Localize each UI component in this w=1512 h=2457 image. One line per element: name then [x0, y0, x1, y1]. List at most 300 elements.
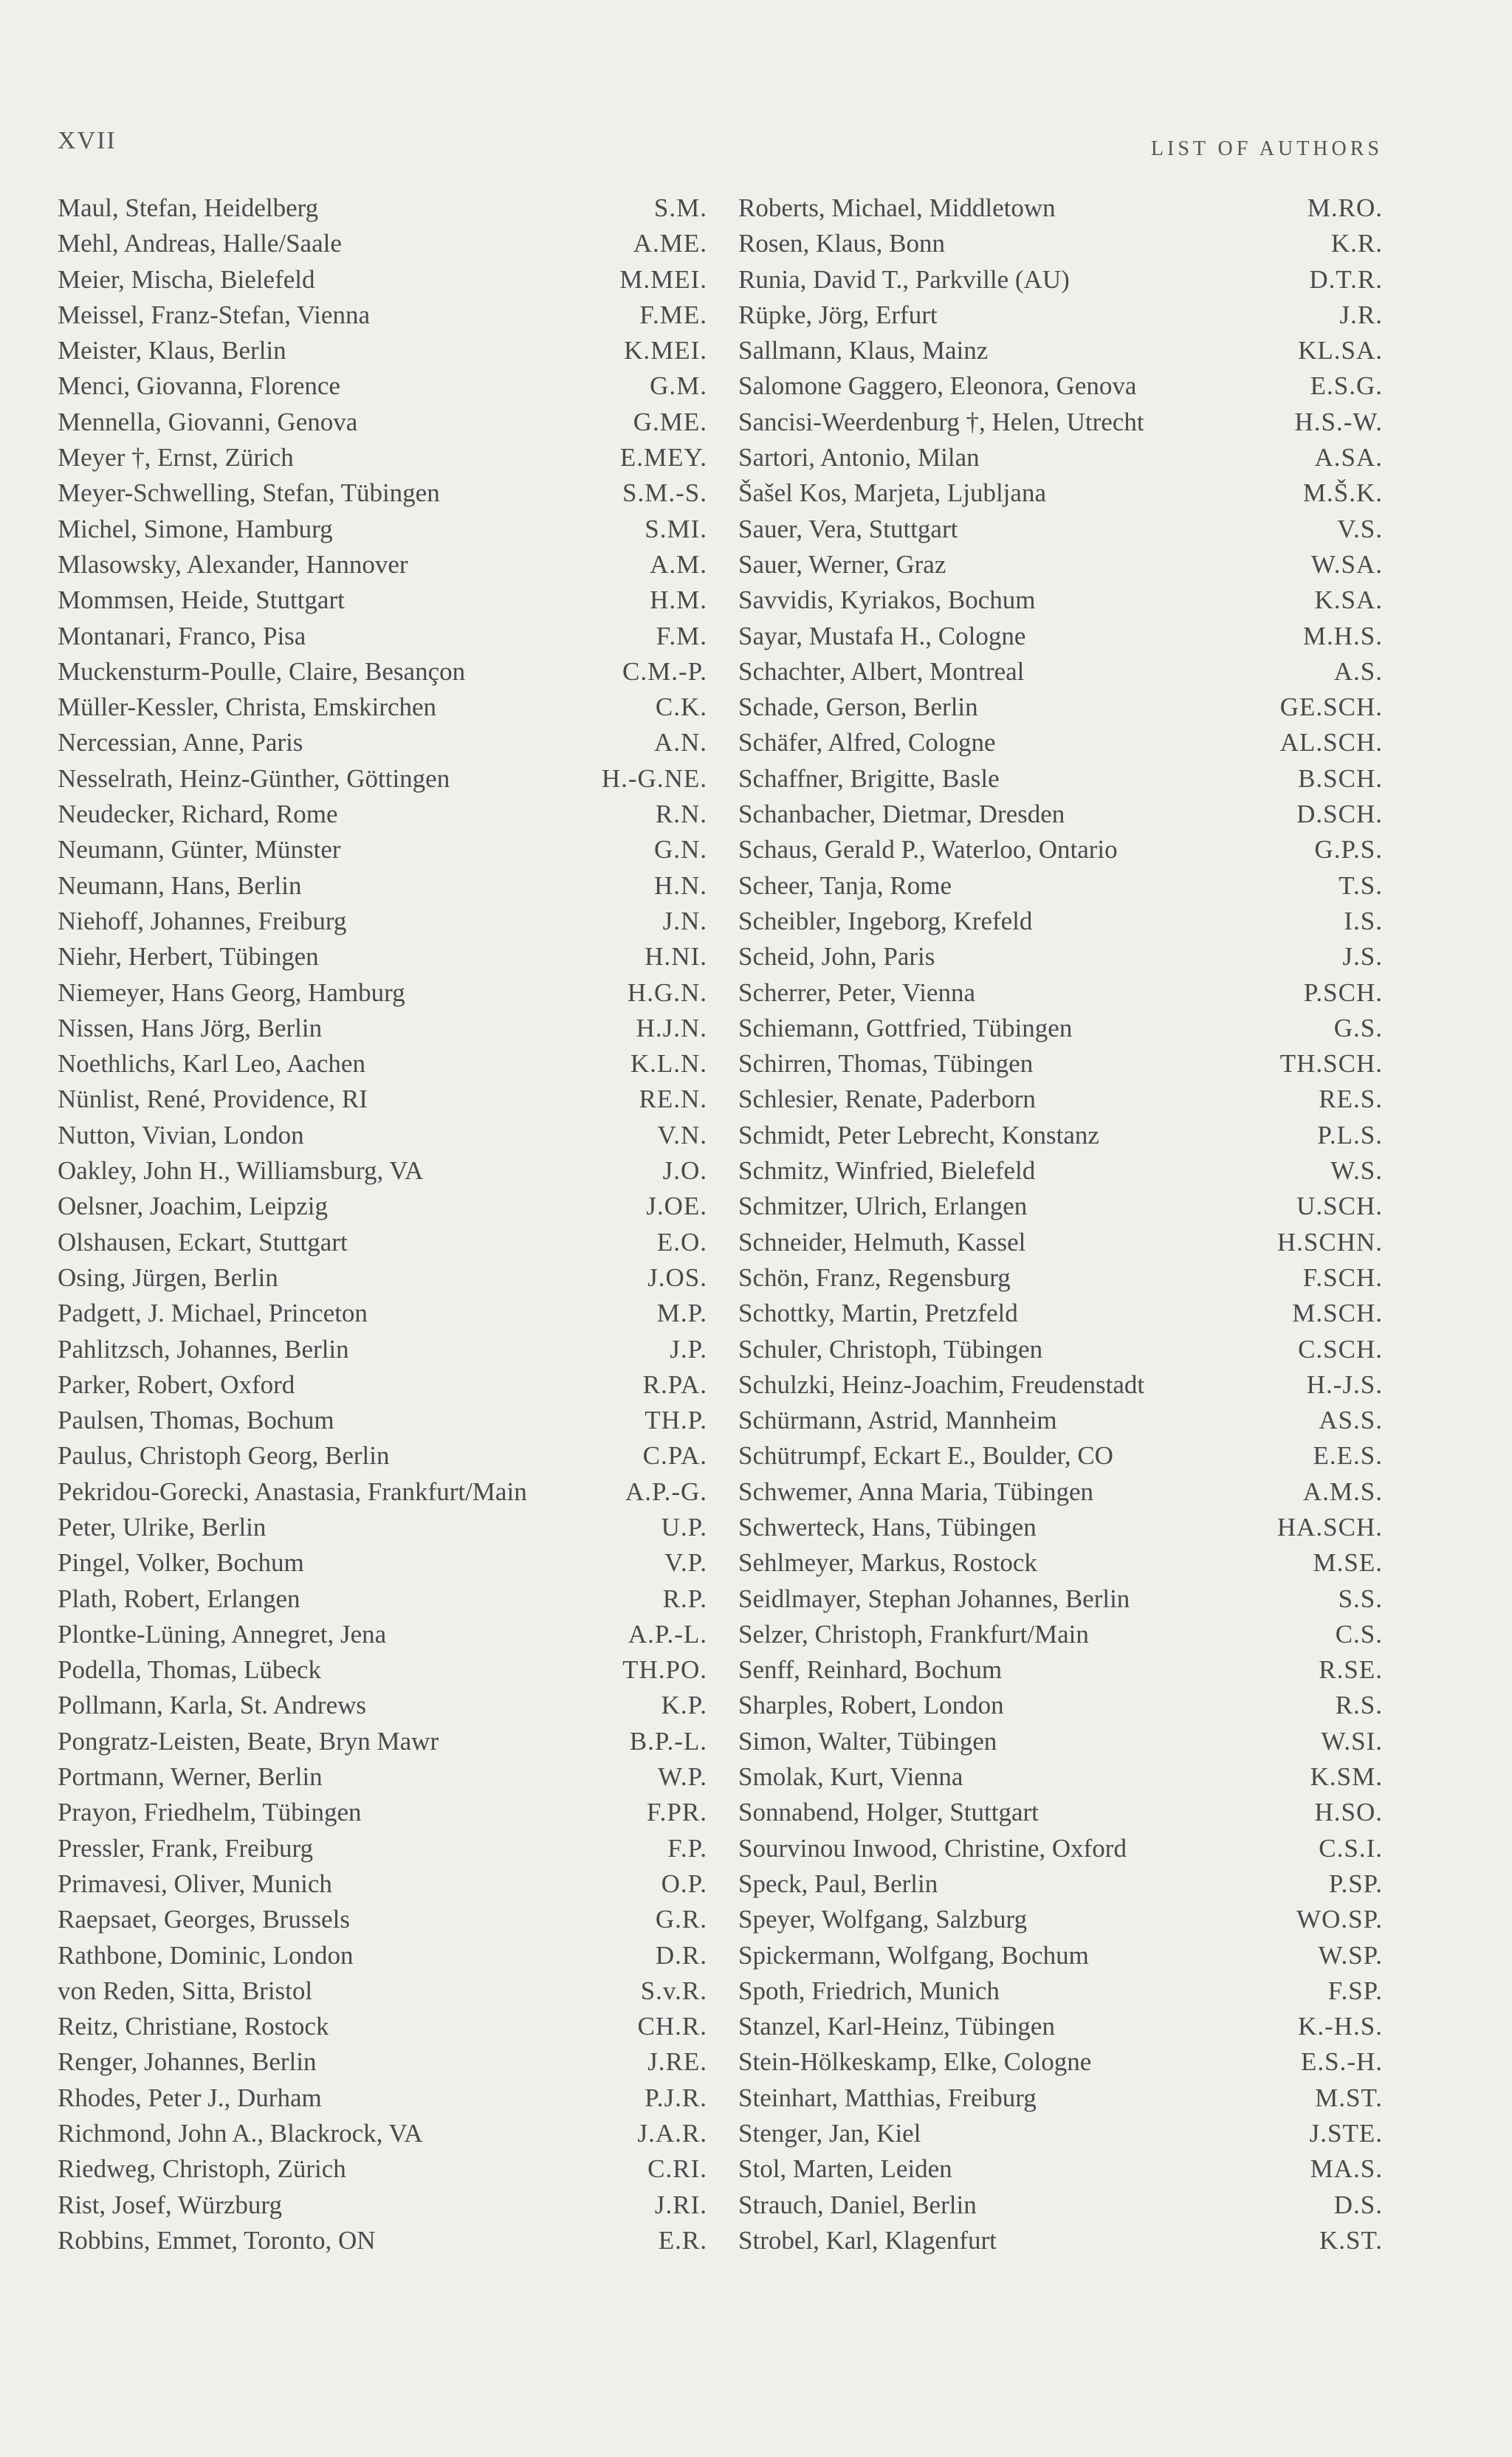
author-name: Nesselrath, Heinz-Günther, Göttingen: [58, 763, 450, 793]
author-entry: [738, 1085, 1383, 1120]
author-entry: [738, 1406, 1383, 1441]
author-abbreviation: TH.SCH.: [1279, 1049, 1383, 1079]
author-name: Neumann, Hans, Berlin: [58, 870, 302, 900]
author-abbreviation: P.SP.: [1328, 1869, 1383, 1898]
author-abbreviation: M.SCH.: [1292, 1299, 1383, 1328]
author-entry: [58, 2190, 707, 2226]
author-name: Schwemer, Anna Maria, Tübingen: [738, 1477, 1094, 1506]
author-entry: [58, 764, 707, 800]
author-abbreviation: C.M.-P.: [622, 656, 707, 686]
author-abbreviation: B.P.-L.: [629, 1726, 707, 1756]
author-abbreviation: U.P.: [661, 1512, 707, 1542]
author-abbreviation: E.MEY.: [619, 443, 707, 472]
author-abbreviation: P.L.S.: [1317, 1120, 1383, 1150]
author-abbreviation: O.P.: [661, 1869, 707, 1898]
author-abbreviation: J.R.: [1339, 300, 1383, 329]
author-entry: [58, 871, 707, 907]
author-entry: [738, 764, 1383, 800]
author-abbreviation: G.R.: [655, 1905, 707, 1934]
author-abbreviation: CH.R.: [637, 2012, 707, 2041]
author-entry: [738, 1477, 1383, 1513]
author-abbreviation: K.P.: [661, 1691, 707, 1720]
author-abbreviation: H.J.N.: [636, 1013, 707, 1042]
author-entry: [58, 1263, 707, 1299]
author-name: Rhodes, Peter J., Durham: [58, 2083, 322, 2112]
author-entry: [738, 2047, 1383, 2083]
author-abbreviation: A.SA.: [1314, 443, 1383, 472]
author-abbreviation: R.PA.: [642, 1370, 707, 1399]
author-entry: [738, 2083, 1383, 2119]
author-name: Nercessian, Anne, Paris: [58, 728, 303, 757]
author-abbreviation: E.E.S.: [1313, 1441, 1383, 1471]
author-entry: [58, 1085, 707, 1120]
author-entry: [58, 693, 707, 728]
author-entry: [58, 1370, 707, 1406]
author-entry: [58, 2226, 707, 2261]
author-name: Salomone Gaggero, Eleonora, Genova: [738, 371, 1137, 401]
author-abbreviation: K.SM.: [1310, 1762, 1383, 1792]
author-name: Nutton, Vivian, London: [58, 1120, 304, 1150]
author-name: Pahlitzsch, Johannes, Berlin: [58, 1334, 349, 1364]
author-abbreviation: J.RI.: [654, 2190, 707, 2219]
author-entry: [58, 1976, 707, 2012]
author-abbreviation: AL.SCH.: [1279, 728, 1383, 757]
author-entry: [58, 1192, 707, 1227]
author-entry: [738, 1941, 1383, 1976]
author-abbreviation: H.NI.: [645, 942, 707, 972]
author-name: Stol, Marten, Leiden: [738, 2154, 952, 2184]
author-abbreviation: C.RI.: [647, 2154, 707, 2184]
author-name: Oakley, John H., Williamsburg, VA: [58, 1156, 424, 1186]
author-name: Savvidis, Kyriakos, Bochum: [738, 585, 1036, 615]
author-abbreviation: A.P.-G.: [625, 1477, 707, 1506]
author-name: Pongratz-Leisten, Beate, Bryn Mawr: [58, 1726, 439, 1756]
author-name: Sauer, Werner, Graz: [738, 549, 946, 579]
author-abbreviation: C.K.: [655, 693, 707, 722]
author-entry: [58, 1691, 707, 1726]
author-entry: [58, 1441, 707, 1477]
author-name: Steinhart, Matthias, Freiburg: [738, 2083, 1037, 2112]
author-entry: [58, 1869, 707, 1905]
author-abbreviation: S.MI.: [645, 514, 707, 543]
author-abbreviation: C.PA.: [642, 1441, 707, 1471]
author-entry: [738, 942, 1383, 977]
author-abbreviation: E.R.: [658, 2225, 707, 2255]
author-abbreviation: F.SP.: [1327, 1976, 1383, 2005]
author-name: Schaus, Gerald P., Waterloo, Ontario: [738, 835, 1118, 865]
author-name: Schmidt, Peter Lebrecht, Konstanz: [738, 1120, 1099, 1150]
author-entry: [58, 2119, 707, 2154]
author-name: Robbins, Emmet, Toronto, ON: [58, 2225, 376, 2255]
author-abbreviation: A.ME.: [633, 229, 707, 258]
author-entry: [738, 728, 1383, 763]
author-abbreviation: H.SCHN.: [1276, 1227, 1383, 1257]
author-abbreviation: GE.SCH.: [1279, 693, 1383, 722]
author-entry: [58, 300, 707, 336]
author-name: Schulzki, Heinz-Joachim, Freudenstadt: [738, 1370, 1145, 1399]
author-name: Portmann, Werner, Berlin: [58, 1762, 323, 1792]
author-name: Senff, Reinhard, Bochum: [738, 1655, 1003, 1685]
author-entry: [738, 978, 1383, 1014]
author-entry: [738, 1834, 1383, 1869]
author-name: Strobel, Karl, Klagenfurt: [738, 2225, 997, 2255]
author-entry: [58, 1406, 707, 1441]
author-abbreviation: E.S.G.: [1310, 371, 1383, 401]
author-entry: [738, 265, 1383, 300]
author-name: Scheid, John, Paris: [738, 942, 935, 972]
author-abbreviation: M.Š.K.: [1302, 478, 1383, 508]
author-entry: [58, 1299, 707, 1334]
author-entry: [58, 443, 707, 478]
author-entry: [738, 300, 1383, 336]
author-name: Spickermann, Wolfgang, Bochum: [738, 1940, 1089, 1970]
author-entry: [58, 1156, 707, 1192]
author-abbreviation: K.ST.: [1319, 2225, 1383, 2255]
author-abbreviation: WO.SP.: [1296, 1905, 1383, 1934]
author-name: Pekridou-Gorecki, Anastasia, Frankfurt/Main: [58, 1477, 527, 1506]
author-abbreviation: T.S.: [1339, 870, 1383, 900]
author-abbreviation: W.SP.: [1318, 1940, 1383, 1970]
author-entry: [738, 1156, 1383, 1192]
author-name: von Reden, Sitta, Bristol: [58, 1976, 313, 2005]
author-name: Muckensturm-Poulle, Claire, Besançon: [58, 656, 466, 686]
author-name: Nissen, Hans Jörg, Berlin: [58, 1013, 323, 1042]
author-name: Schanbacher, Dietmar, Dresden: [738, 800, 1065, 829]
author-abbreviation: J.STE.: [1309, 2119, 1383, 2148]
author-abbreviation: D.SCH.: [1296, 800, 1383, 829]
author-abbreviation: G.S.: [1333, 1013, 1383, 1042]
author-entry: [738, 371, 1383, 407]
author-name: Paulsen, Thomas, Bochum: [58, 1406, 334, 1435]
author-abbreviation: J.OE.: [646, 1192, 707, 1221]
author-name: Niehr, Herbert, Tübingen: [58, 942, 319, 972]
author-name: Mlasowsky, Alexander, Hannover: [58, 549, 408, 579]
author-abbreviation: G.ME.: [633, 407, 707, 436]
author-abbreviation: S.M.: [653, 193, 707, 222]
author-abbreviation: W.SI.: [1321, 1726, 1383, 1756]
running-head: LIST OF AUTHORS: [1150, 137, 1383, 160]
author-entry: [738, 2226, 1383, 2261]
author-name: Renger, Johannes, Berlin: [58, 2047, 317, 2077]
author-entry: [738, 693, 1383, 728]
author-entry: [58, 1655, 707, 1691]
author-name: Nünlist, René, Providence, RI: [58, 1085, 368, 1114]
author-abbreviation: E.S.-H.: [1300, 2047, 1383, 2077]
author-name: Rist, Josef, Würzburg: [58, 2190, 282, 2219]
author-name: Menci, Giovanna, Florence: [58, 371, 340, 401]
author-abbreviation: H.S.-W.: [1294, 407, 1383, 436]
author-abbreviation: TH.P.: [645, 1406, 707, 1435]
author-abbreviation: S.M.-S.: [622, 478, 707, 508]
author-entry: [738, 193, 1383, 229]
author-entry: [738, 2190, 1383, 2226]
author-abbreviation: AS.S.: [1319, 1406, 1383, 1435]
author-name: Montanari, Franco, Pisa: [58, 621, 306, 650]
author-name: Seidlmayer, Stephan Johannes, Berlin: [738, 1584, 1130, 1613]
author-name: Smolak, Kurt, Vienna: [738, 1762, 963, 1792]
author-abbreviation: R.SE.: [1319, 1655, 1383, 1685]
author-abbreviation: C.S.I.: [1319, 1833, 1383, 1863]
author-abbreviation: M.P.: [656, 1299, 707, 1328]
author-name: Schmitz, Winfried, Bielefeld: [738, 1156, 1036, 1186]
author-abbreviation: F.ME.: [639, 300, 707, 329]
author-entry: [738, 2154, 1383, 2190]
author-abbreviation: I.S.: [1344, 906, 1383, 935]
author-abbreviation: C.SCH.: [1298, 1334, 1383, 1364]
author-name: Olshausen, Eckart, Stuttgart: [58, 1227, 348, 1257]
author-abbreviation: M.SE.: [1313, 1548, 1383, 1578]
author-entry: [58, 800, 707, 835]
author-entry: [738, 1192, 1383, 1227]
author-name: Speyer, Wolfgang, Salzburg: [738, 1905, 1028, 1934]
author-name: Stenger, Jan, Kiel: [738, 2119, 921, 2148]
author-abbreviation: D.R.: [655, 1940, 707, 1970]
author-entry: [58, 1121, 707, 1156]
author-name: Mommsen, Heide, Stuttgart: [58, 585, 345, 615]
author-entry: [738, 336, 1383, 371]
author-abbreviation: H.-J.S.: [1306, 1370, 1383, 1399]
author-abbreviation: J.A.R.: [637, 2119, 707, 2148]
author-entry: [58, 1014, 707, 1049]
author-entry: [58, 1798, 707, 1833]
author-entry: [738, 800, 1383, 835]
author-name: Noethlichs, Karl Leo, Aachen: [58, 1049, 365, 1079]
author-abbreviation: M.RO.: [1307, 193, 1383, 222]
author-entry: [58, 1905, 707, 1940]
author-column-left: [58, 193, 707, 2261]
author-abbreviation: HA.SCH.: [1276, 1512, 1383, 1542]
author-entry: [738, 1798, 1383, 1833]
author-entry: [738, 1548, 1383, 1584]
author-name: Schütrumpf, Eckart E., Boulder, CO: [738, 1441, 1113, 1471]
author-abbreviation: M.ST.: [1315, 2083, 1383, 2112]
author-name: Schuler, Christoph, Tübingen: [738, 1334, 1043, 1364]
author-entry: [58, 728, 707, 763]
author-entry: [58, 515, 707, 550]
author-abbreviation: TH.PO.: [622, 1655, 707, 1685]
page-number: XVII: [58, 127, 117, 154]
author-abbreviation: G.N.: [653, 835, 707, 865]
author-name: Schachter, Albert, Montreal: [738, 656, 1025, 686]
author-abbreviation: V.P.: [664, 1548, 707, 1578]
author-entry: [738, 1049, 1383, 1085]
author-name: Schiemann, Gottfried, Tübingen: [738, 1013, 1073, 1042]
author-name: Simon, Walter, Tübingen: [738, 1726, 997, 1756]
author-name: Schwerteck, Hans, Tübingen: [738, 1512, 1037, 1542]
author-name: Schäfer, Alfred, Cologne: [738, 728, 996, 757]
author-entry: [738, 871, 1383, 907]
author-abbreviation: D.T.R.: [1309, 264, 1383, 294]
author-entry: [58, 907, 707, 942]
author-entry: [58, 2083, 707, 2119]
author-name: Reitz, Christiane, Rostock: [58, 2012, 329, 2041]
author-abbreviation: D.S.: [1333, 2190, 1383, 2219]
author-name: Sauer, Vera, Stuttgart: [738, 514, 958, 543]
author-name: Schneider, Helmuth, Kassel: [738, 1227, 1026, 1257]
author-abbreviation: C.S.: [1335, 1619, 1383, 1649]
author-abbreviation: G.M.: [650, 371, 707, 401]
author-abbreviation: J.P.: [670, 1334, 707, 1364]
author-name: Raepsaet, Georges, Brussels: [58, 1905, 350, 1934]
author-entry: [58, 1548, 707, 1584]
author-name: Scheer, Tanja, Rome: [738, 870, 952, 900]
author-abbreviation: U.SCH.: [1296, 1192, 1383, 1221]
author-entry: [58, 550, 707, 585]
author-entry: [738, 1263, 1383, 1299]
author-entry: [738, 1370, 1383, 1406]
author-name: Padgett, J. Michael, Princeton: [58, 1299, 368, 1328]
author-name: Mennella, Giovanni, Genova: [58, 407, 358, 436]
author-abbreviation: K.-H.S.: [1298, 2012, 1383, 2041]
author-entry: [58, 2047, 707, 2083]
author-entry: [738, 907, 1383, 942]
author-name: Schirren, Thomas, Tübingen: [738, 1049, 1034, 1079]
author-abbreviation: J.RE.: [647, 2047, 707, 2077]
author-abbreviation: A.M.: [650, 549, 707, 579]
author-entry: [738, 1441, 1383, 1477]
author-name: Osing, Jürgen, Berlin: [58, 1262, 278, 1292]
author-abbreviation: J.O.: [662, 1156, 707, 1186]
author-entry: [738, 229, 1383, 264]
author-abbreviation: W.S.: [1330, 1156, 1383, 1186]
author-name: Scheibler, Ingeborg, Krefeld: [738, 906, 1033, 935]
author-entry: [58, 2154, 707, 2190]
author-name: Sancisi-Weerdenburg †, Helen, Utrecht: [738, 407, 1144, 436]
author-name: Šašel Kos, Marjeta, Ljubljana: [738, 478, 1046, 508]
author-abbreviation: H.G.N.: [627, 977, 707, 1007]
author-name: Niemeyer, Hans Georg, Hamburg: [58, 977, 405, 1007]
author-entry: [58, 1477, 707, 1513]
author-name: Selzer, Christoph, Frankfurt/Main: [738, 1619, 1089, 1649]
author-abbreviation: S.S.: [1338, 1584, 1383, 1613]
author-name: Stein-Hölkeskamp, Elke, Cologne: [738, 2047, 1092, 2077]
author-entry: [58, 942, 707, 977]
author-entry: [738, 1762, 1383, 1798]
author-entry: [738, 1513, 1383, 1548]
author-name: Müller-Kessler, Christa, Emskirchen: [58, 693, 437, 722]
author-abbreviation: KL.SA.: [1298, 336, 1383, 365]
author-abbreviation: M.H.S.: [1302, 621, 1383, 650]
author-abbreviation: J.S.: [1342, 942, 1383, 972]
author-entry: [58, 1049, 707, 1085]
author-abbreviation: R.N.: [655, 800, 707, 829]
author-name: Meister, Klaus, Berlin: [58, 336, 286, 365]
author-name: Sourvinou Inwood, Christine, Oxford: [738, 1833, 1127, 1863]
author-name: Parker, Robert, Oxford: [58, 1370, 295, 1399]
author-name: Prayon, Friedhelm, Tübingen: [58, 1798, 362, 1827]
author-abbreviation: W.P.: [658, 1762, 707, 1792]
author-abbreviation: R.P.: [662, 1584, 707, 1613]
author-name: Pressler, Frank, Freiburg: [58, 1833, 313, 1863]
author-name: Meier, Mischa, Bielefeld: [58, 264, 315, 294]
author-entry: [738, 1655, 1383, 1691]
author-name: Sharples, Robert, London: [738, 1691, 1004, 1720]
author-entry: [58, 336, 707, 371]
author-name: Paulus, Christoph Georg, Berlin: [58, 1441, 390, 1471]
author-entry: [738, 1014, 1383, 1049]
author-entry: [738, 408, 1383, 443]
author-name: Richmond, John A., Blackrock, VA: [58, 2119, 423, 2148]
author-name: Sonnabend, Holger, Stuttgart: [738, 1798, 1039, 1827]
author-abbreviation: J.OS.: [647, 1262, 707, 1292]
author-name: Oelsner, Joachim, Leipzig: [58, 1192, 328, 1221]
author-name: Speck, Paul, Berlin: [738, 1869, 938, 1898]
author-name: Sayar, Mustafa H., Cologne: [738, 621, 1026, 650]
author-entry: [58, 1834, 707, 1869]
author-entry: [738, 1121, 1383, 1156]
author-entry: [738, 1905, 1383, 1940]
author-abbreviation: J.N.: [662, 906, 707, 935]
author-abbreviation: E.O.: [656, 1227, 707, 1257]
author-abbreviation: P.SCH.: [1303, 977, 1383, 1007]
author-name: Michel, Simone, Hamburg: [58, 514, 333, 543]
author-name: Neudecker, Richard, Rome: [58, 800, 338, 829]
author-name: Rathbone, Dominic, London: [58, 1940, 354, 1970]
author-entry: [738, 1228, 1383, 1263]
author-abbreviation: A.N.: [653, 728, 707, 757]
author-name: Plontke-Lüning, Annegret, Jena: [58, 1619, 387, 1649]
author-entry: [58, 1584, 707, 1620]
author-name: Plath, Robert, Erlangen: [58, 1584, 300, 1613]
author-name: Schade, Gerson, Berlin: [738, 693, 978, 722]
author-abbreviation: M.MEI.: [619, 264, 707, 294]
author-entry: [738, 622, 1383, 657]
author-abbreviation: K.L.N.: [630, 1049, 707, 1079]
author-entry: [738, 1335, 1383, 1370]
author-abbreviation: V.S.: [1337, 514, 1383, 543]
author-entry: [58, 478, 707, 514]
author-name: Schlesier, Renate, Paderborn: [738, 1085, 1036, 1114]
author-abbreviation: F.SCH.: [1302, 1262, 1383, 1292]
author-entry: [58, 408, 707, 443]
author-name: Riedweg, Christoph, Zürich: [58, 2154, 346, 2184]
author-name: Neumann, Günter, Münster: [58, 835, 341, 865]
author-entry: [738, 1976, 1383, 2012]
author-abbreviation: S.v.R.: [640, 1976, 707, 2005]
author-name: Sehlmeyer, Markus, Rostock: [738, 1548, 1037, 1578]
author-name: Meyer-Schwelling, Stefan, Tübingen: [58, 478, 440, 508]
author-name: Scherrer, Peter, Vienna: [738, 977, 975, 1007]
author-entry: [58, 622, 707, 657]
author-name: Sallmann, Klaus, Mainz: [738, 336, 989, 365]
author-abbreviation: F.M.: [656, 621, 707, 650]
author-abbreviation: H.N.: [653, 870, 707, 900]
author-abbreviation: H.M.: [650, 585, 707, 615]
author-entry: [738, 2012, 1383, 2047]
author-entry: [738, 1584, 1383, 1620]
author-name: Mehl, Andreas, Halle/Saale: [58, 229, 342, 258]
author-name: Peter, Ulrike, Berlin: [58, 1512, 267, 1542]
author-name: Stanzel, Karl-Heinz, Tübingen: [738, 2012, 1055, 2041]
author-name: Niehoff, Johannes, Freiburg: [58, 906, 347, 935]
author-entry: [738, 585, 1383, 621]
author-name: Schottky, Martin, Pretzfeld: [738, 1299, 1018, 1328]
author-abbreviation: G.P.S.: [1314, 835, 1383, 865]
author-abbreviation: A.M.S.: [1302, 1477, 1383, 1506]
author-abbreviation: RE.N.: [639, 1085, 707, 1114]
author-abbreviation: W.SA.: [1310, 549, 1383, 579]
author-entry: [738, 835, 1383, 870]
author-abbreviation: H.-G.NE.: [601, 763, 707, 793]
author-entry: [58, 978, 707, 1014]
author-entry: [58, 2012, 707, 2047]
author-name: Pollmann, Karla, St. Andrews: [58, 1691, 367, 1720]
author-column-right: [738, 193, 1383, 2261]
author-abbreviation: A.P.-L.: [628, 1619, 707, 1649]
author-entry: [738, 2119, 1383, 2154]
author-entry: [738, 1727, 1383, 1762]
author-entry: [738, 1620, 1383, 1655]
